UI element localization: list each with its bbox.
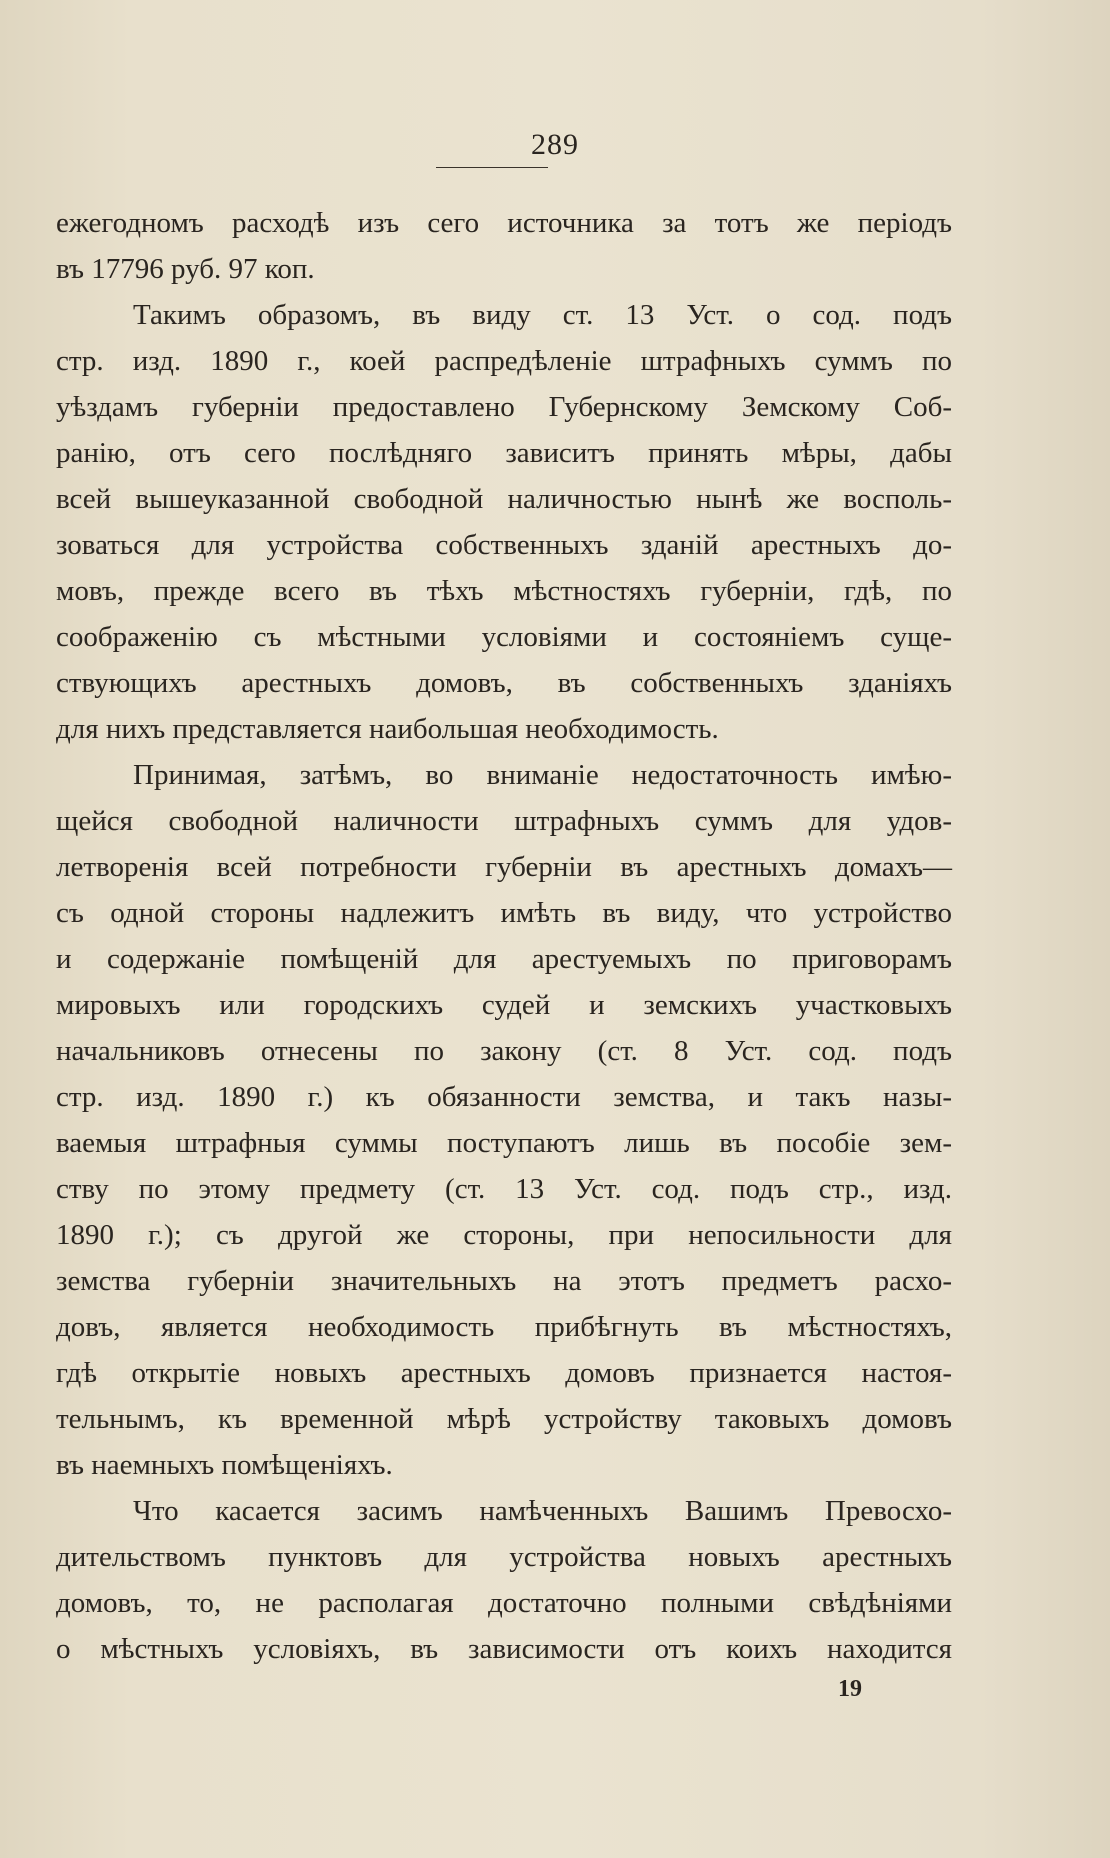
text-line: Такимъ образомъ, въ виду ст. 13 Уст. о сод. подъ <box>133 299 952 331</box>
text-line: тельнымъ, къ временной мѣрѣ устройству таковыхъ домовъ <box>56 1403 952 1435</box>
signature-mark: 19 <box>838 1676 862 1702</box>
text-line: ежегодномъ расходѣ изъ сего источника за тотъ же періодъ <box>56 207 952 239</box>
text-line: мировыхъ или городскихъ судей и земскихъ участковыхъ <box>56 989 952 1021</box>
text-line: съ одной стороны надлежитъ имѣть въ виду, что устройство <box>56 897 952 929</box>
text-line: Принимая, затѣмъ, во вниманіе недостаточность имѣю- <box>133 759 952 791</box>
text-line: ваемыя штрафныя суммы поступаютъ лишь въ пособіе зем- <box>56 1127 952 1159</box>
text-line: гдѣ открытіе новыхъ арестныхъ домовъ признается настоя- <box>56 1357 952 1389</box>
text-line: Что касается засимъ намѣченныхъ Вашимъ Превосхо- <box>133 1495 952 1527</box>
text-line: ранію, отъ сего послѣдняго зависитъ принять мѣры, дабы <box>56 437 952 469</box>
text-line: мовъ, прежде всего въ тѣхъ мѣстностяхъ губерніи, гдѣ, по <box>56 575 952 607</box>
page-number-rule <box>436 167 548 168</box>
text-line: въ 17796 руб. 97 коп. <box>56 253 315 285</box>
text-line: всей вышеуказанной свободной наличностью нынѣ же восполь- <box>56 483 952 515</box>
text-line: довъ, является необходимость прибѣгнуть въ мѣстностяхъ, <box>56 1311 952 1343</box>
text-line: зоваться для устройства собственныхъ зданій арестныхъ до- <box>56 529 952 561</box>
text-line: стр. изд. 1890 г., коей распредѣленіе штрафныхъ суммъ по <box>56 345 952 377</box>
text-line: уѣздамъ губерніи предоставлено Губернскому Земскому Соб- <box>56 391 952 423</box>
text-line: соображенію съ мѣстными условіями и состояніемъ суще- <box>56 621 952 653</box>
text-line: 1890 г.); съ другой же стороны, при непосильности для <box>56 1219 952 1251</box>
text-line: и содержаніе помѣщеній для арестуемыхъ по приговорамъ <box>56 943 952 975</box>
text-line: дительствомъ пунктовъ для устройства новыхъ арестныхъ <box>56 1541 952 1573</box>
text-line: о мѣстныхъ условіяхъ, въ зависимости отъ коихъ находится <box>56 1633 952 1665</box>
text-line: ствующихъ арестныхъ домовъ, въ собственныхъ зданіяхъ <box>56 667 952 699</box>
text-line: домовъ, то, не располагая достаточно полными свѣдѣніями <box>56 1587 952 1619</box>
text-line: земства губерніи значительныхъ на этотъ предметъ расхо- <box>56 1265 952 1297</box>
text-line: ству по этому предмету (ст. 13 Уст. сод. подъ стр., изд. <box>56 1173 952 1205</box>
body-text <box>56 200 952 1672</box>
text-line: стр. изд. 1890 г.) къ обязанности земства, и такъ назы- <box>56 1081 952 1113</box>
text-line: начальниковъ отнесены по закону (ст. 8 Уст. сод. подъ <box>56 1035 952 1067</box>
text-line: щейся свободной наличности штрафныхъ суммъ для удов- <box>56 805 952 837</box>
text-line: въ наемныхъ помѣщеніяхъ. <box>56 1449 393 1481</box>
text-line: для нихъ представляется наибольшая необходимость. <box>56 713 719 745</box>
text-line: летворенія всей потребности губерніи въ арестныхъ домахъ— <box>56 851 952 883</box>
page-number: 289 <box>531 128 579 161</box>
